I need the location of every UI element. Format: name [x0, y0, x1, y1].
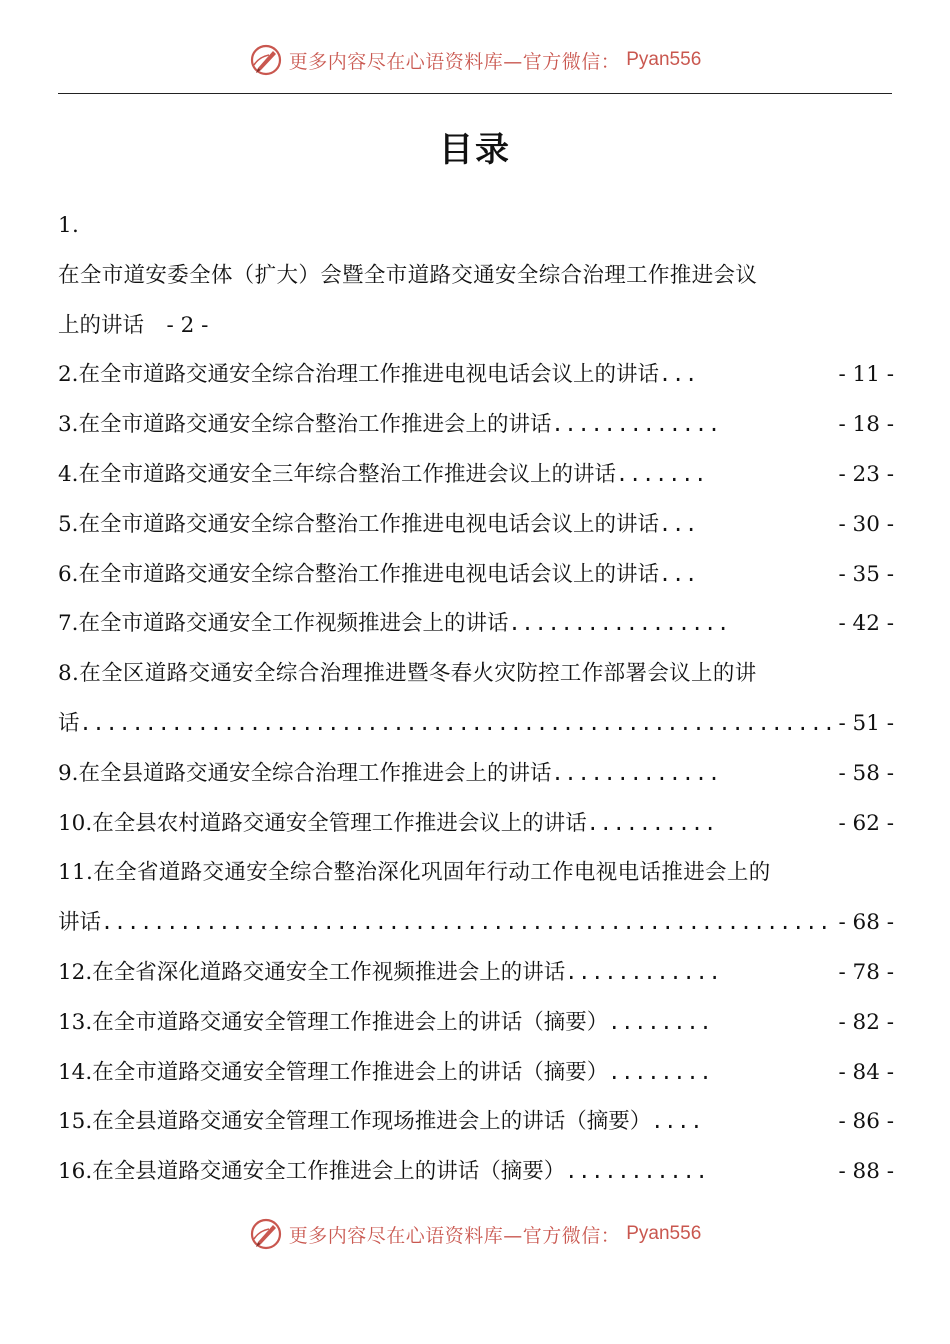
- footer-banner-handle: Pyan556: [626, 1223, 702, 1244]
- toc-page-number: - 30 -: [838, 511, 894, 537]
- toc-leader-dots: ........: [608, 1059, 713, 1084]
- toc-entry-title: 7.在全市道路交通安全工作视频推进会上的讲话: [58, 611, 509, 637]
- toc-entry-line[interactable]: [58, 201, 894, 251]
- toc-entry-line[interactable]: [58, 699, 894, 749]
- pen-logo-icon: [249, 1217, 283, 1251]
- toc-page-number: - 78 -: [838, 959, 894, 985]
- toc-page-number: - 68 -: [838, 910, 894, 936]
- toc-page-number: - 86 -: [838, 1109, 894, 1135]
- toc-entry-title: 16.在全县道路交通安全工作推进会上的讲话（摘要）: [58, 1159, 566, 1185]
- toc-entry-title: 话: [58, 710, 80, 736]
- toc-entry-line[interactable]: [58, 1097, 894, 1147]
- toc-entry-title: 8.在全区道路交通安全综合治理推进暨冬春火灾防控工作部署会议上的讲: [58, 661, 757, 687]
- toc-entry-line[interactable]: [58, 251, 894, 301]
- toc-leader-dots: ...: [659, 561, 699, 586]
- toc-entry-title: 14.在全市道路交通安全管理工作推进会上的讲话（摘要）: [58, 1059, 609, 1085]
- toc-entry-line[interactable]: [58, 350, 894, 400]
- toc-leader-dots: ............: [565, 959, 722, 984]
- toc-entry-title: 上的讲话: [58, 312, 145, 338]
- toc-page-number: - 2 -: [146, 312, 209, 338]
- toc-page-number: - 23 -: [838, 461, 894, 487]
- toc-leader-dots: .............: [551, 760, 722, 785]
- toc-page-number: - 51 -: [838, 710, 894, 736]
- toc-page-number: - 58 -: [838, 760, 894, 786]
- toc-entry-title: 在全市道安委全体（扩大）会暨全市道路交通安全综合治理工作推进会议: [58, 262, 758, 288]
- footer-banner: [0, 1214, 950, 1254]
- toc-leader-dots: ...: [659, 511, 699, 536]
- toc-entry-title: 3.在全市道路交通安全综合整治工作推进会上的讲话: [58, 412, 552, 438]
- toc-leader-dots: ........................................................: [101, 910, 832, 935]
- footer-banner-text: 更多内容尽在心语资料库—官方微信：: [288, 1224, 621, 1247]
- toc-leader-dots: ....: [651, 1109, 704, 1134]
- toc-entry-line[interactable]: [58, 1147, 894, 1197]
- toc-entry-line[interactable]: [58, 898, 894, 948]
- toc-entry-line[interactable]: [58, 799, 894, 849]
- toc-page-number: - 42 -: [838, 611, 894, 637]
- toc-entry-title: 5.在全市道路交通安全综合整治工作推进电视电话会议上的讲话: [58, 511, 660, 537]
- toc-entry-line[interactable]: [58, 848, 894, 898]
- toc-page-number: - 84 -: [838, 1059, 894, 1085]
- table-of-contents: [58, 201, 894, 1197]
- toc-entry-title: 10.在全县农村道路交通安全管理工作推进会议上的讲话: [58, 810, 587, 836]
- toc-leader-dots: .................: [508, 611, 731, 636]
- toc-leader-dots: ..........: [586, 810, 718, 835]
- toc-leader-dots: ........: [608, 1009, 713, 1034]
- page-title: 目录: [439, 130, 511, 170]
- header-banner: [0, 40, 950, 80]
- toc-entry-line[interactable]: [58, 749, 894, 799]
- toc-leader-dots: ...........: [565, 1159, 709, 1184]
- toc-entry-title: 13.在全市道路交通安全管理工作推进会上的讲话（摘要）: [58, 1009, 609, 1035]
- toc-leader-dots: ..........................................................: [79, 710, 836, 735]
- toc-leader-dots: ...: [659, 362, 699, 387]
- toc-entry-title: 4.在全市道路交通安全三年综合整治工作推进会议上的讲话: [58, 461, 617, 487]
- toc-entry-title: 讲话: [58, 910, 102, 936]
- toc-page-number: - 11 -: [838, 362, 894, 388]
- toc-entry-line[interactable]: [58, 1048, 894, 1098]
- toc-entry-title: 1.: [58, 213, 80, 238]
- toc-entry-line[interactable]: [58, 301, 894, 351]
- toc-entry-line[interactable]: [58, 649, 894, 699]
- toc-page-number: - 62 -: [838, 810, 894, 836]
- header-banner-handle: Pyan556: [626, 49, 702, 70]
- toc-page-number: - 35 -: [838, 561, 894, 587]
- pen-logo-icon: [249, 43, 283, 77]
- toc-page-number: - 88 -: [838, 1159, 894, 1185]
- toc-entry-line[interactable]: [58, 450, 894, 500]
- toc-entry-title: 2.在全市道路交通安全综合治理工作推进电视电话会议上的讲话: [58, 362, 660, 388]
- toc-leader-dots: .............: [551, 412, 722, 437]
- toc-entry-title: 6.在全市道路交通安全综合整治工作推进电视电话会议上的讲话: [58, 561, 660, 587]
- header-divider: [58, 93, 892, 94]
- header-banner-text: 更多内容尽在心语资料库—官方微信：: [288, 50, 621, 73]
- toc-entry-title: 9.在全县道路交通安全综合治理工作推进会上的讲话: [58, 760, 552, 786]
- toc-leader-dots: .......: [616, 461, 708, 486]
- toc-page-number: - 82 -: [838, 1009, 894, 1035]
- toc-entry-line[interactable]: [58, 998, 894, 1048]
- toc-entry-line[interactable]: [58, 599, 894, 649]
- toc-entry-title: 12.在全省深化道路交通安全工作视频推进会上的讲话: [58, 959, 566, 985]
- toc-entry-line[interactable]: [58, 948, 894, 998]
- toc-entry-line[interactable]: [58, 500, 894, 550]
- toc-entry-line[interactable]: [58, 400, 894, 450]
- toc-page-number: - 18 -: [838, 412, 894, 438]
- toc-entry-title: 15.在全县道路交通安全管理工作现场推进会上的讲话（摘要）: [58, 1109, 652, 1135]
- toc-entry-line[interactable]: [58, 550, 894, 600]
- toc-entry-title: 11.在全省道路交通安全综合整治深化巩固年行动工作电视电话推进会上的: [58, 860, 771, 886]
